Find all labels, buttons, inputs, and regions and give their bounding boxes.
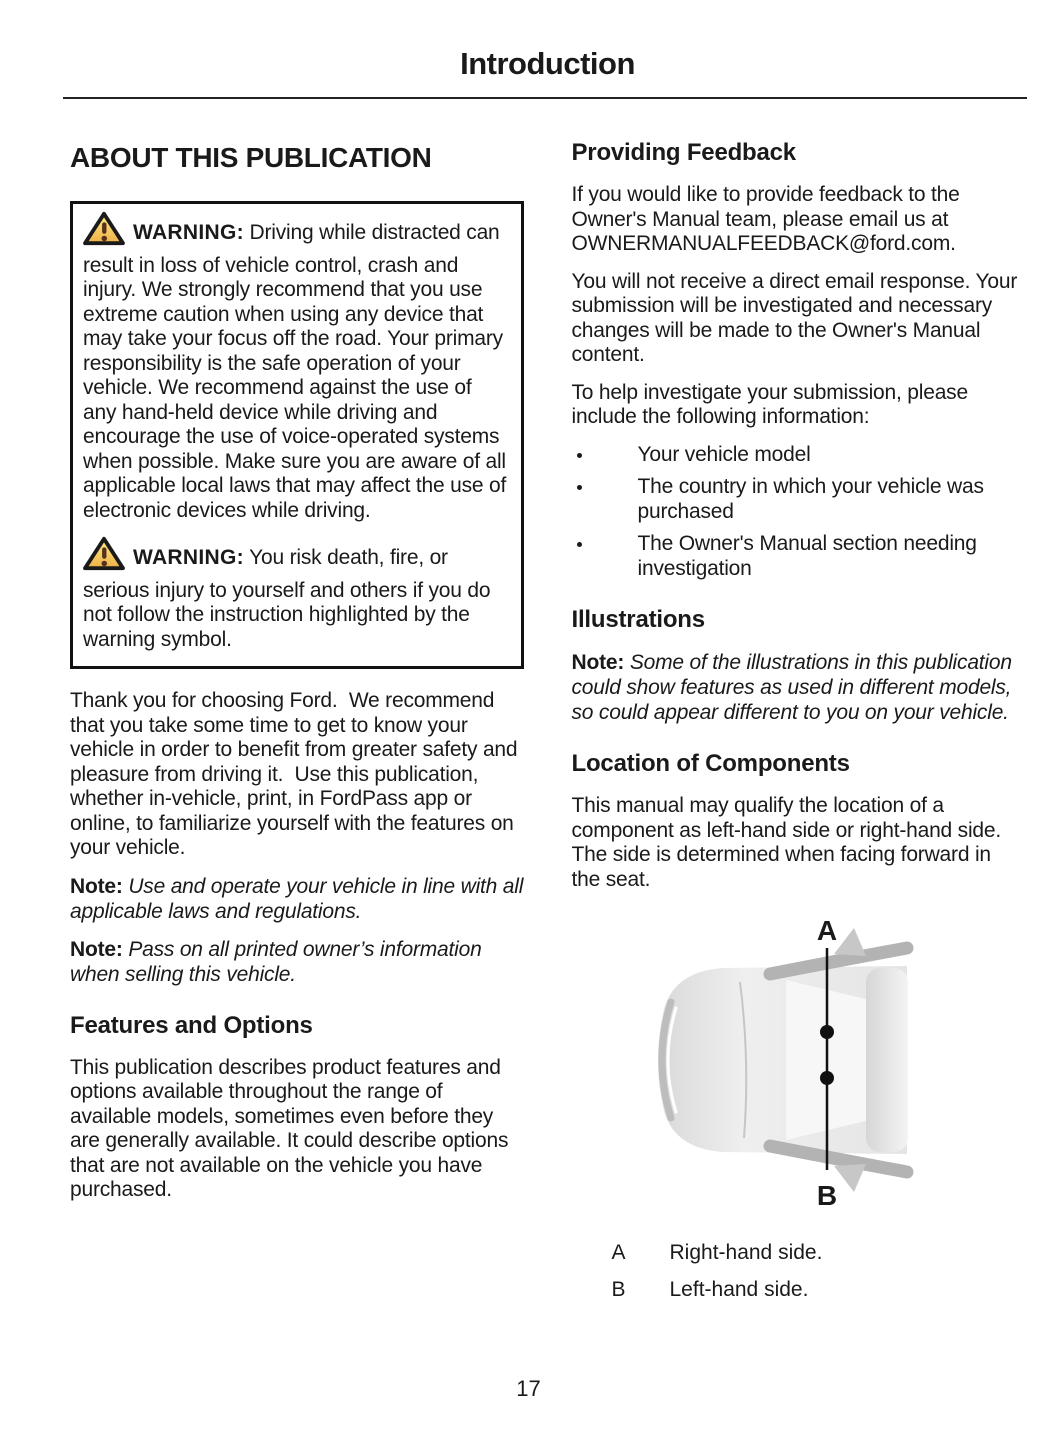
page-title: Introduction bbox=[460, 46, 635, 81]
note-body: Some of the illustrations in this publication could show features as used in different models, so could appear different to you on your vehicle. bbox=[571, 651, 1012, 724]
illustrations-heading: Illustrations bbox=[571, 606, 705, 633]
note-paragraph bbox=[70, 937, 524, 987]
warning-box bbox=[70, 201, 524, 669]
legend-value: Left-hand side. bbox=[669, 1277, 809, 1301]
side-mirror bbox=[834, 1164, 866, 1192]
warning-paragraph bbox=[83, 210, 509, 523]
note-label: Note: bbox=[571, 651, 625, 674]
intro-paragraph: Thank you for choosing Ford. We recommend that you take some time to get to know your vehicle in order to benefit from greater safety and pleasure from driving it. Use this publication, whether in-vehicle, print, in FordPass app or online, to familiarize yourself with the features on your vehicle. bbox=[70, 689, 518, 859]
centerline-dot bbox=[820, 1025, 834, 1039]
note-paragraph bbox=[572, 650, 1026, 725]
legend-key: A bbox=[611, 1241, 626, 1264]
list-item: The Owner's Manual section needing investigation bbox=[572, 532, 1026, 581]
figure-label-b: B bbox=[816, 1180, 837, 1210]
warning-triangle-icon bbox=[83, 535, 125, 579]
list-item: The country in which your vehicle was purchased bbox=[572, 475, 1026, 524]
side-mirror bbox=[834, 928, 866, 956]
note-label: Note: bbox=[70, 937, 123, 961]
figure-legend bbox=[572, 1241, 1026, 1302]
right-column bbox=[572, 139, 1026, 1314]
features-options-paragraph: This publication describes product features and options available throughout the range of available models, sometimes even before they are generally available. It could describe options that are not available on the vehicle you have purchased. bbox=[70, 1055, 509, 1201]
title-divider bbox=[63, 97, 1027, 99]
page-number: 17 bbox=[516, 1376, 541, 1401]
warning-text: Driving while distracted can result in loss of vehicle control, crash and injury. We strongly recommend that you use extreme caution when using any device that may take your focus off the road. Your primary responsibility is the safe operation of your vehicle. We recommend against the use of any hand-held device while driving and encourage the use of voice-operated systems when possible. Make sure you are aware of all applicable local laws that may affect the use of electronic devices while driving. bbox=[83, 221, 507, 522]
location-of-components-heading: Location of Components bbox=[571, 750, 850, 777]
two-column-layout bbox=[70, 139, 1025, 1314]
legend-key: B bbox=[611, 1277, 626, 1301]
left-column bbox=[70, 139, 524, 1314]
location-paragraph: This manual may qualify the location of a component as left-hand side or right-hand side. The side is determined when facing forward in the seat. bbox=[571, 794, 1007, 891]
feedback-paragraph: To help investigate your submission, please include the following information: bbox=[571, 380, 968, 428]
providing-feedback-heading: Providing Feedback bbox=[571, 139, 796, 166]
warning-text: You risk death, fire, or serious injury to yourself and others if you do not follow the instruction highlighted by the warning symbol. bbox=[83, 546, 491, 651]
feedback-info-list bbox=[572, 443, 1026, 582]
figure-label-a: A bbox=[816, 915, 837, 946]
about-section-heading: ABOUT THIS PUBLICATION bbox=[70, 142, 432, 173]
list-item: Your vehicle model bbox=[572, 443, 1026, 468]
legend-row bbox=[572, 1278, 1026, 1303]
warning-label: WARNING: bbox=[133, 221, 244, 244]
note-label: Note: bbox=[70, 874, 123, 898]
feedback-paragraph: You will not receive a direct email response. Your submission will be investigated and necessary changes will be made to the Owner's Manual content. bbox=[571, 269, 1018, 366]
warning-label: WARNING: bbox=[133, 546, 244, 569]
note-body: Use and operate your vehicle in line with all applicable laws and regulations. bbox=[70, 874, 524, 923]
note-body: Pass on all printed owner’s information when selling this vehicle. bbox=[70, 937, 482, 986]
car-top-view-figure bbox=[572, 910, 1026, 1215]
centerline-dot bbox=[820, 1071, 834, 1085]
features-options-heading: Features and Options bbox=[70, 1011, 313, 1039]
legend-row bbox=[572, 1241, 1026, 1266]
legend-value: Right-hand side. bbox=[669, 1241, 823, 1264]
warning-triangle-icon bbox=[83, 210, 125, 254]
feedback-paragraph: If you would like to provide feedback to the Owner's Manual team, please email us at OWNERMANUALFEEDBACK@ford.com. bbox=[571, 183, 960, 255]
warning-paragraph bbox=[83, 535, 509, 652]
note-paragraph bbox=[70, 874, 524, 924]
